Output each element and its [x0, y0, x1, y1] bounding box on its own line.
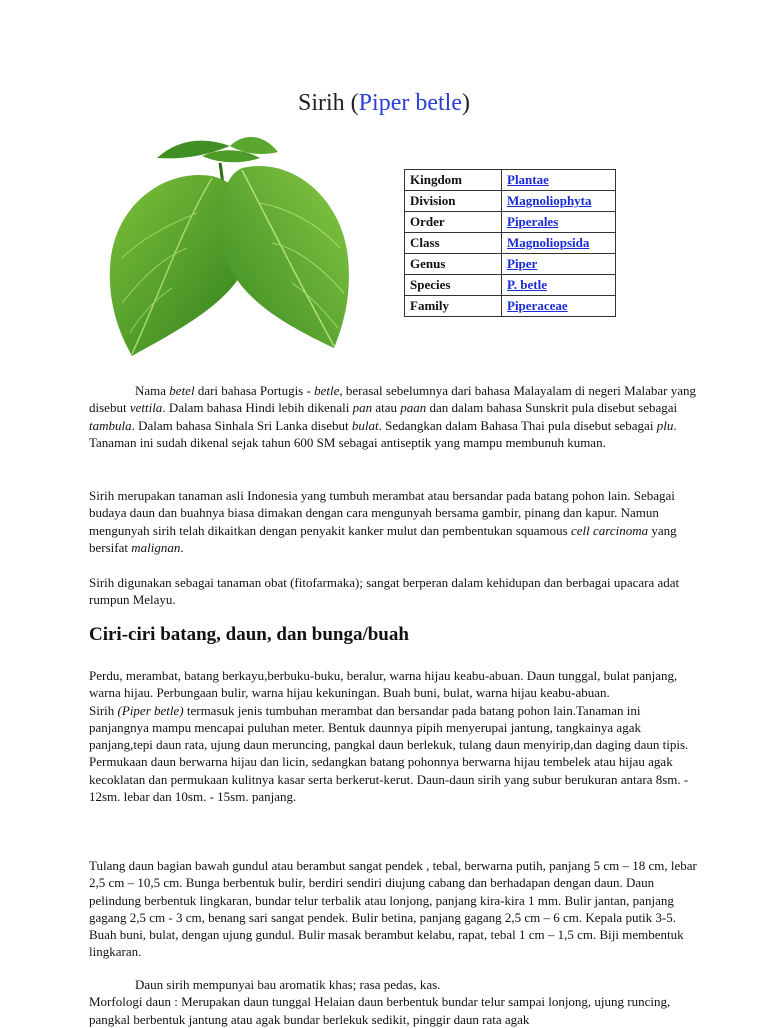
taxonomy-link[interactable]: P. betle: [507, 277, 547, 292]
taxonomy-value-cell: [502, 296, 616, 317]
paragraph-origin: [89, 487, 701, 556]
paragraph-usage: [89, 574, 701, 609]
taxonomy-rank: Kingdom: [405, 170, 502, 191]
text-run: Sirih merupakan tanaman asli Indonesia yang tumbuh merambat atau bersandar pada batang pohon lain. Sebagai budaya daun dan buahnya biasa dimakan dengan cara mengunyah bersama gambir, pinang dan kapur. Namun mengunyah sirih telah dikaitkan dengan penyakit kanker mulut dan pembentukan squamous: [89, 488, 675, 538]
text-run: Sirih: [89, 702, 118, 718]
taxonomy-link[interactable]: Magnoliophyta: [507, 193, 592, 208]
taxonomy-row: [405, 275, 616, 296]
taxonomy-row: [405, 170, 616, 191]
text-run: .: [180, 539, 184, 555]
taxonomy-link[interactable]: Piper: [507, 256, 538, 271]
section-heading: Ciri-ciri batang, daun, dan bunga/buah: [89, 624, 409, 645]
title-close: ): [461, 90, 470, 116]
text-run: dan dalam bahasa Sunskrit pula disebut sebagai: [426, 400, 678, 416]
taxonomy-rank: Family: [405, 296, 502, 317]
text-run: Tulang daun bagian bawah gundul atau berambut sangat pendek , tebal, berwarna putih, panjang 5 cm – 18 cm, lebar 2,5 cm – 10,5 cm. Bunga berbentuk bulir, berdiri sendiri diujung cabang dan berhadapan dengan daun. Daun pelindung berbentuk lingkaran, bundar telur terbalik atau lonjong, panjang kira-kira 1 mm. Bulir jantan, panjang gagang 2,5 cm - 3 cm, benang sari sangat pendek. Bulir betina, panjang gagang 2,5 cm – 6 cm. Kepala putik 3-5. Buah buni, bulat, dengan ujung gundul. Bulir masak berambut kelabu, rapat, tebal 1 cm – 1,5 cm. Biji membentuk lingkaran.: [89, 858, 697, 960]
text-run: . Sedangkan dalam Bahasa Thai pula disebut sebagai: [378, 417, 657, 433]
taxonomy-link[interactable]: Piperaceae: [507, 298, 568, 313]
taxonomy-row: [405, 233, 616, 254]
title-main: Sirih (: [298, 90, 359, 116]
text-run: termasuk jenis tumbuhan merambat dan bersandar pada batang pohon lain.Tanaman ini panjangnya mampu mencapai puluhan meter. Bentuk daunnya pipih menyerupai jantung, tangkainya agak panjang,tepi daun rata, ujung daun meruncing, pangkal daun berlekuk, tulang daun menyirip,dan daging daun tipis. Permukaan daun berwarna hijau dan licin, sedangkan batang pohonnya berwarna hijau tembelek atau hijau agak kecoklatan dan permukaan kulitnya kasar serta berkerut-kerut. Daun-daun sirih yang subur berukuran antara 8sm. - 12sm. lebar dan 10sm. - 15sm. panjang.: [89, 702, 689, 805]
text-run: plu: [656, 417, 674, 433]
text-run: Sirih digunakan sebagai tanaman obat (fitofarmaka); sangat berperan dalam kehidupan dan berbagai upacara adat rumpun Melayu.: [89, 575, 680, 608]
text-run: . Dalam bahasa Hindi lebih dikenali: [162, 400, 353, 416]
text-run: Perdu, merambat, batang berkayu,berbuku-buku, beralur, warna hijau keabu-abuan. Daun tunggal, bulat panjang, warna hijau. Perbungaan bulir, warna hijau kekuningan. Buah buni, bulat, warna hijau keabu-abuan.: [89, 668, 678, 701]
text-run: . Tanaman ini sudah dikenal sejak tahun 600 SM sebagai antiseptik yang mampu membunuh kuman.: [89, 417, 677, 450]
text-run: yang bersifat: [89, 522, 677, 555]
paragraph-morphology: [89, 976, 701, 1028]
paragraph-leaf-detail: [89, 857, 701, 961]
taxonomy-value-cell: [502, 233, 616, 254]
text-run: , berasal sebelumnya dari bahasa Malayalam di negeri Malabar yang disebut: [89, 383, 696, 416]
taxonomy-rank: Class: [405, 233, 502, 254]
text-run: atau: [372, 400, 401, 416]
text-run: cell carcinoma: [570, 522, 649, 538]
text-run: bulat: [351, 417, 379, 433]
betel-leaf-image: [102, 128, 352, 360]
taxonomy-row: [405, 254, 616, 275]
taxonomy-value-cell: [502, 170, 616, 191]
taxonomy-table: [404, 169, 616, 317]
text-run: tambula: [89, 417, 132, 433]
paragraph-characteristics: [89, 667, 701, 805]
paragraph-intro: [89, 382, 701, 451]
text-run: pan: [352, 400, 373, 416]
text-run: (Piper betle): [117, 702, 184, 718]
taxonomy-value-cell: [502, 212, 616, 233]
text-run: Morfologi daun : Merupakan daun tunggal Helaian daun berbentuk bundar telur sampai lonjong, ujung runcing, pangkal berbentuk jantung atau agak bundar berlekuk sedikit, pinggir daun rata agak: [89, 994, 671, 1027]
taxonomy-rank: Species: [405, 275, 502, 296]
taxonomy-value-cell: [502, 254, 616, 275]
title-scientific-name: Piper betle: [358, 90, 462, 116]
taxonomy-value-cell: [502, 191, 616, 212]
taxonomy-value-cell: [502, 275, 616, 296]
taxonomy-link[interactable]: Magnoliopsida: [507, 235, 590, 250]
text-run: paan: [400, 400, 427, 416]
taxonomy-rank: Order: [405, 212, 502, 233]
text-run: vettila: [129, 400, 163, 416]
text-run: betle: [314, 383, 340, 398]
text-run: . Dalam bahasa Sinhala Sri Lanka disebut: [131, 417, 352, 433]
taxonomy-link[interactable]: Piperales: [507, 214, 559, 229]
taxonomy-row: [405, 296, 616, 317]
taxonomy-link[interactable]: Plantae: [507, 172, 549, 187]
taxonomy-rank: Division: [405, 191, 502, 212]
taxonomy-row: [405, 191, 616, 212]
text-run: dari bahasa Portugis -: [194, 383, 315, 398]
text-run: Daun sirih mempunyai bau aromatik khas; rasa pedas, kas.: [135, 977, 441, 992]
page-title: [0, 90, 768, 117]
taxonomy-row: [405, 212, 616, 233]
text-run: malignan: [131, 539, 181, 555]
text-run: betel: [169, 383, 195, 398]
taxonomy-rank: Genus: [405, 254, 502, 275]
text-run: Nama: [135, 383, 170, 398]
